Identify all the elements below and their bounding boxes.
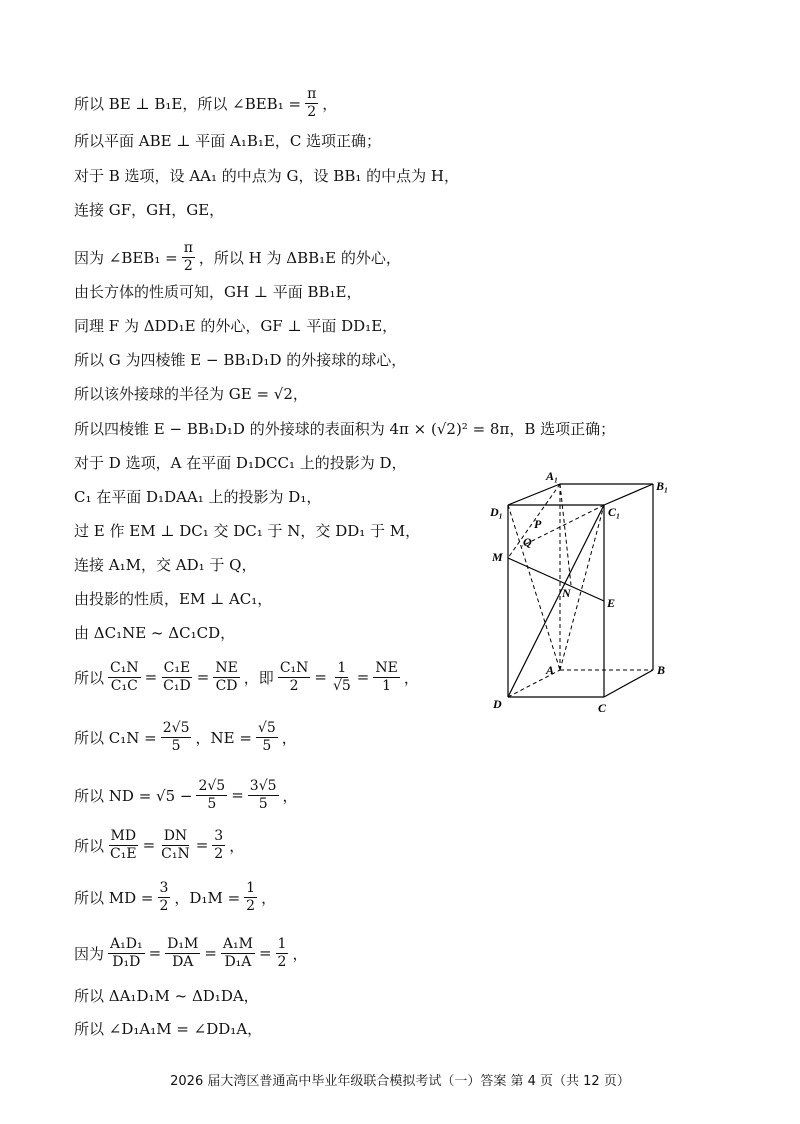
solution-line (74, 880, 276, 915)
text-segment: ，所以 H 为 ΔBB₁E 的外心， (198, 248, 401, 267)
fraction-numerator: NE (375, 660, 398, 676)
segment-A1-N (560, 484, 571, 585)
fraction-numerator: C₁E (163, 660, 191, 676)
solution-line (74, 86, 337, 121)
fraction (158, 880, 171, 915)
fraction-denominator: √5 (332, 677, 351, 694)
fraction-denominator: CD (215, 677, 238, 694)
text-segment: 连接 A₁M，交 AD₁ 于 Q， (74, 556, 257, 574)
text-segment: ， (281, 728, 297, 747)
edge-C1-B1 (604, 484, 653, 505)
fraction-denominator: 2 (289, 677, 299, 694)
fraction (244, 880, 257, 915)
solution-line (74, 486, 321, 507)
text-segment: = (144, 668, 158, 687)
page-footer: 2026 届大湾区普通高中毕业年级联合模拟考试（一）答案 第 4 页（共 12 页） (170, 1074, 630, 1089)
solution-line (74, 383, 308, 404)
text-segment: 所以 ∠D₁A₁M = ∠DD₁A， (74, 1020, 263, 1038)
fraction-denominator: 5 (207, 795, 217, 812)
text-segment: 因为 ∠BEB₁ = (74, 248, 178, 267)
solution-line (74, 554, 256, 575)
solution-line (74, 199, 224, 220)
text-segment: ，NE = (195, 728, 252, 747)
text-segment: 由 ΔC₁NE ~ ΔC₁CD， (74, 624, 236, 642)
fraction-numerator: C₁N (110, 660, 139, 676)
label-C: C (598, 701, 607, 715)
solution-line (74, 349, 406, 370)
text-segment: = (195, 836, 209, 855)
fraction-denominator: 5 (262, 737, 272, 754)
text-segment: 所以 C₁N = (74, 728, 157, 747)
text-segment: 由长方体的性质可知，GH ⊥ 平面 BB₁E， (74, 283, 362, 301)
label-C1: C₁ (608, 505, 621, 519)
solution-line (74, 828, 244, 863)
text-segment: = (148, 944, 162, 963)
solution-line (74, 130, 381, 151)
solution-line (74, 660, 419, 695)
fraction (212, 828, 225, 863)
fraction (108, 828, 139, 863)
fraction-numerator: 1 (337, 660, 347, 676)
edge-D1-A1 (508, 484, 560, 505)
label-D1: D₁ (490, 505, 503, 519)
text-segment: 所以 ND = √5 − (74, 786, 193, 805)
text-segment: ， (261, 888, 277, 907)
label-M: M (492, 550, 503, 564)
fraction-numerator: 1 (246, 880, 256, 896)
fraction (161, 720, 192, 755)
text-segment: ， (282, 786, 298, 805)
fraction-numerator: DN (163, 828, 188, 844)
fraction (221, 936, 255, 971)
fraction (331, 660, 353, 695)
fraction-denominator: DA (172, 953, 194, 970)
text-segment: 过 E 作 EM ⊥ DC₁ 交 DC₁ 于 N，交 DD₁ 于 M， (74, 522, 421, 540)
fraction-denominator: 2 (307, 103, 317, 120)
fraction (108, 936, 145, 971)
fraction-denominator: 2 (183, 257, 193, 274)
fraction (256, 720, 278, 755)
text-segment: = (204, 944, 217, 963)
label-A: A (546, 663, 555, 677)
fraction (213, 660, 239, 695)
fraction (159, 828, 192, 863)
text-segment: C₁ 在平面 D₁DAA₁ 上的投影为 D₁， (74, 488, 322, 506)
solution-line (74, 281, 361, 302)
text-segment: = (196, 668, 210, 687)
label-E: E (607, 596, 616, 610)
solution-line (74, 520, 420, 541)
fraction-denominator: 5 (258, 795, 268, 812)
fraction-denominator: 2 (277, 953, 287, 970)
text-segment: 所以 G 为四棱锥 E − BB₁D₁D 的外接球的球心， (74, 351, 407, 369)
solution-line (74, 165, 459, 186)
fraction-denominator: C₁C (110, 677, 138, 694)
text-segment: ，D₁M = (174, 888, 241, 907)
solution-line (74, 985, 259, 1006)
label-B: B (657, 663, 666, 677)
text-segment: ， (292, 944, 308, 963)
text-segment: = (231, 786, 244, 805)
text-segment: 连接 GF，GH，GE， (74, 201, 225, 219)
text-segment: ， (229, 836, 245, 855)
fraction-numerator: D₁M (167, 936, 199, 952)
fraction (108, 660, 141, 695)
solution-line (74, 418, 615, 439)
text-segment: = (258, 944, 272, 963)
fraction-numerator: 2√5 (162, 720, 190, 736)
text-segment: 所以该外接球的半径为 GE = √2， (74, 385, 308, 403)
fraction (278, 660, 311, 695)
label-Q: Q (523, 535, 532, 549)
text-segment: 同理 F 为 ΔDD₁E 的外心，GF ⊥ 平面 DD₁E， (74, 317, 398, 335)
fraction (373, 660, 399, 695)
fraction-numerator: 3 (214, 828, 224, 844)
fraction (182, 240, 195, 275)
fraction-numerator: 3 (159, 880, 169, 896)
label-B1: B₁ (656, 479, 669, 493)
segment-M-E (508, 558, 604, 601)
text-segment: 所以平面 ABE ⊥ 平面 A₁B₁E，C 选项正确； (74, 132, 382, 150)
text-segment: 因为 (74, 944, 105, 963)
fraction (305, 86, 318, 121)
label-N: N (562, 586, 571, 600)
fraction (196, 778, 227, 813)
text-segment: = (314, 668, 327, 687)
solution-line (74, 778, 298, 813)
edge-C-B (604, 670, 653, 697)
fraction (161, 660, 193, 695)
fraction-denominator: 2 (159, 897, 169, 914)
fraction-numerator: MD (110, 828, 137, 844)
solution-line (74, 452, 407, 473)
text-segment: 所以 (74, 668, 105, 687)
solution-line (74, 720, 297, 755)
text-segment: ， (322, 94, 338, 113)
fraction-denominator: 2 (214, 845, 224, 862)
text-segment: 所以四棱锥 E − BB₁D₁D 的外接球的表面积为 4π × (√2)² = 8π，B 选项正确； (74, 420, 616, 438)
label-A1: A₁ (546, 469, 559, 483)
solution-line (74, 315, 397, 336)
text-segment: = (356, 668, 370, 687)
text-segment: ，即 (243, 668, 274, 687)
fraction-numerator: π (183, 240, 193, 256)
fraction-numerator: 1 (277, 936, 287, 952)
text-segment: ， (403, 668, 419, 687)
fraction-denominator: D₁A (224, 953, 252, 970)
solution-line (74, 240, 401, 275)
text-segment: 所以 MD = (74, 888, 154, 907)
fraction-numerator: C₁N (279, 660, 309, 676)
solution-line (74, 936, 307, 971)
fraction-denominator: 1 (382, 677, 392, 694)
fraction-numerator: 2√5 (198, 778, 226, 794)
fraction-denominator: 5 (171, 737, 181, 754)
text-segment: = (142, 836, 156, 855)
text-segment: 对于 D 选项，A 在平面 D₁DCC₁ 上的投影为 D， (74, 454, 407, 472)
text-segment: 由投影的性质，EM ⊥ AC₁， (74, 590, 273, 608)
segment-D-C1 (508, 505, 604, 697)
fraction (165, 936, 200, 971)
label-D: D (493, 697, 502, 711)
fraction (248, 778, 279, 813)
fraction-denominator: C₁D (163, 677, 191, 694)
fraction-numerator: π (307, 86, 317, 102)
text-segment: 所以 (74, 836, 105, 855)
text-segment: 对于 B 选项，设 AA₁ 的中点为 G，设 BB₁ 的中点为 H， (74, 167, 459, 185)
text-segment: 所以 BE ⊥ B₁E，所以 ∠BEB₁ = (74, 94, 302, 113)
fraction-denominator: 2 (246, 897, 256, 914)
fraction-numerator: A₁M (222, 936, 253, 952)
fraction-denominator: C₁E (110, 845, 137, 862)
fraction-denominator: D₁D (112, 953, 141, 970)
fraction-numerator: 3√5 (249, 778, 277, 794)
fraction-numerator: NE (215, 660, 238, 676)
fraction-numerator: √5 (257, 720, 276, 736)
label-P: P (534, 517, 542, 531)
rectangular-prism-figure (485, 466, 685, 716)
solution-line (74, 1018, 262, 1039)
text-segment: 所以 ΔA₁D₁M ~ ΔD₁DA， (74, 987, 259, 1005)
solution-line (74, 622, 235, 643)
fraction-numerator: A₁D₁ (110, 936, 143, 952)
fraction (276, 936, 289, 971)
solution-line (74, 588, 272, 609)
fraction-denominator: C₁N (161, 845, 190, 862)
